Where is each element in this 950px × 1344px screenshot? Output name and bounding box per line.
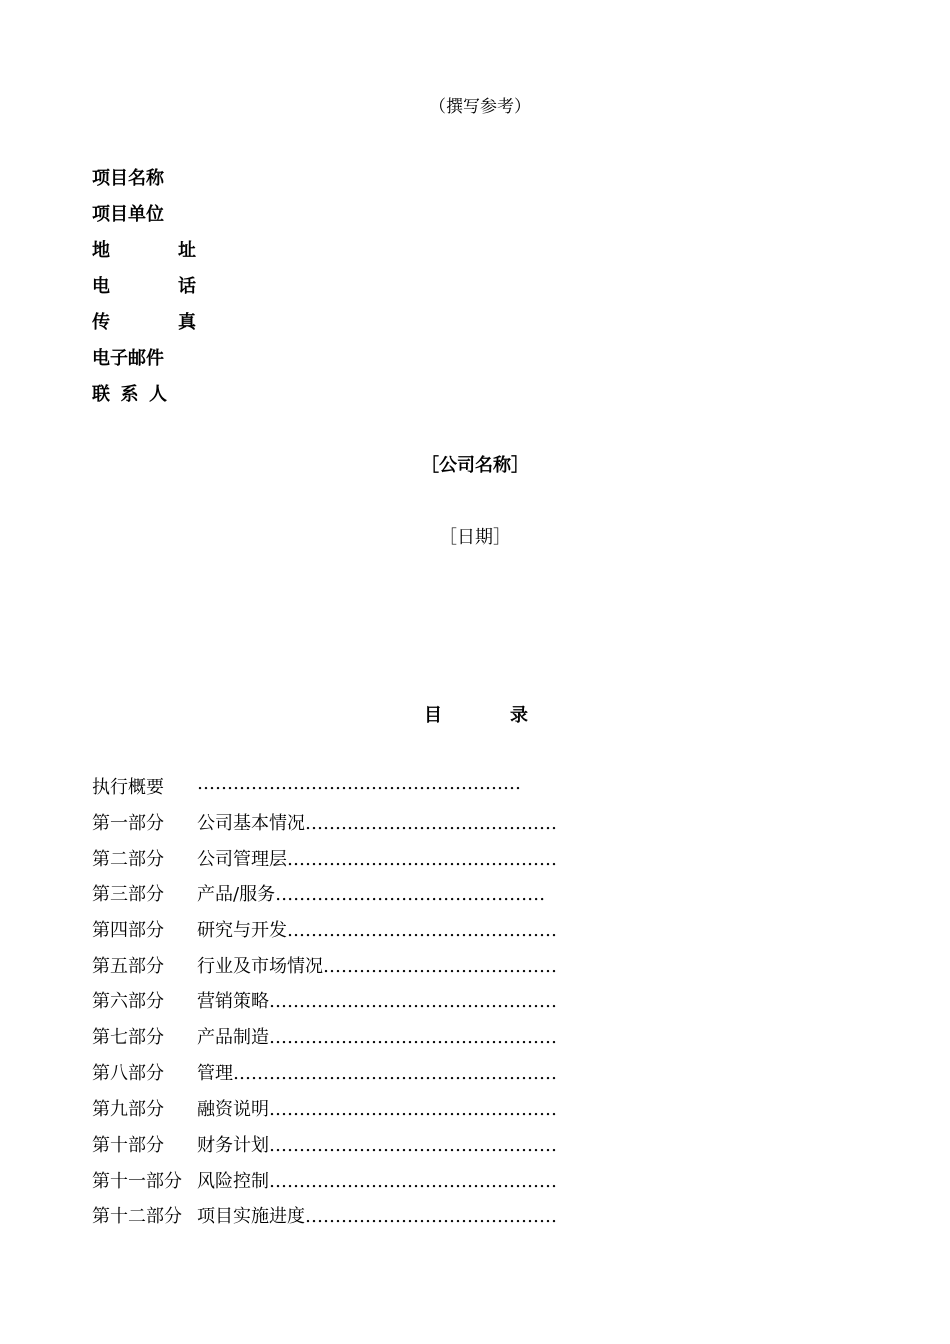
toc-item-part: 第三部分 <box>92 884 164 905</box>
toc-item-title: 行业及市场情况………………………………… <box>197 956 557 977</box>
toc-heading-char-1: 目 <box>424 705 442 726</box>
toc-item-title: 融资说明………………………………………… <box>197 1099 557 1120</box>
toc-item-title: 公司管理层……………………………………… <box>197 849 557 870</box>
toc-heading <box>424 701 528 727</box>
field-contact-char-1: 联 <box>92 384 110 405</box>
field-contact <box>92 380 167 406</box>
toc-item-part: 第五部分 <box>92 956 164 977</box>
company-name-placeholder: ［公司名称］ <box>421 455 529 476</box>
toc-item-part: 第十一部分 <box>92 1171 182 1192</box>
toc-item-title: 管理……………………………………………… <box>197 1063 557 1084</box>
field-contact-char-2: 系 <box>120 384 139 405</box>
toc-item-part: 第一部分 <box>92 813 164 834</box>
field-phone-char-1: 电 <box>92 276 110 297</box>
toc-item-part: 执行概要 <box>92 777 164 798</box>
toc-item-part: 第六部分 <box>92 991 164 1012</box>
field-fax <box>92 308 196 334</box>
toc-item-title: 财务计划………………………………………… <box>197 1135 557 1156</box>
toc-heading-char-2: 录 <box>510 705 528 726</box>
field-address-char-1: 地 <box>92 240 110 261</box>
field-phone-char-2: 话 <box>178 276 196 297</box>
field-fax-char-2: 真 <box>178 312 196 333</box>
toc-item-title: 项目实施进度…………………………………… <box>197 1206 557 1227</box>
toc-item-title: 营销策略………………………………………… <box>197 991 557 1012</box>
toc-item-part: 第七部分 <box>92 1027 164 1048</box>
field-project-unit: 项目单位 <box>92 204 164 225</box>
date-placeholder: ［日期］ <box>439 527 511 548</box>
toc-item-title: ……………………………………………… <box>197 773 521 794</box>
toc-item-title: 风险控制………………………………………… <box>197 1171 557 1192</box>
toc-item-part: 第九部分 <box>92 1099 164 1120</box>
toc-item-part: 第四部分 <box>92 920 164 941</box>
field-email: 电子邮件 <box>92 348 164 369</box>
field-contact-char-3: 人 <box>149 384 167 405</box>
toc-item-title: 研究与开发……………………………………… <box>197 920 557 941</box>
toc-item-part: 第十部分 <box>92 1135 164 1156</box>
field-fax-char-1: 传 <box>92 312 110 333</box>
field-address-char-2: 址 <box>178 240 196 261</box>
toc-item-part: 第八部分 <box>92 1063 164 1084</box>
toc-item-part: 第十二部分 <box>92 1206 182 1227</box>
document-subtitle: （撰写参考） <box>429 97 531 117</box>
toc-item-part: 第二部分 <box>92 849 164 870</box>
toc-item-title: 产品/服务……………………………………… <box>197 884 546 905</box>
toc-item-title: 产品制造………………………………………… <box>197 1027 557 1048</box>
toc-item-title: 公司基本情况…………………………………… <box>197 813 557 834</box>
field-project-name: 项目名称 <box>92 168 164 189</box>
field-phone <box>92 272 196 298</box>
field-address <box>92 236 196 262</box>
